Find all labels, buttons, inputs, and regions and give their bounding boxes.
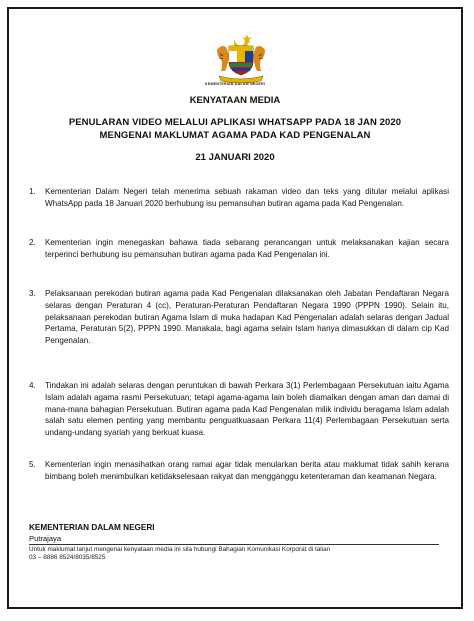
crest-caption: KEMENTERIAN DALAM NEGERI (205, 82, 265, 86)
statement-date: 21 JANUARI 2020 (195, 152, 275, 163)
media-statement-label: KENYATAAN MEDIA (189, 95, 281, 106)
footer-line-2: 03 – 8886 8524/8035/8525 (29, 554, 106, 561)
paragraph-number: 4. (29, 381, 36, 390)
paragraph-text: Kementerian ingin menasihatkan orang ramai agar tidak menularkan berita atau maklumat tidak sahih kerana bimbang boleh menimbulkan ketidakselesaan rakyat dan mengganggu ketenteraman dan keamanan Negara. (45, 460, 449, 481)
paragraph-3 (29, 288, 449, 347)
paragraph-text: Pelaksanaan perekodan butiran agama pada Kad Pengenalan dilaksanakan oleh Jabatan Pendaftaran Negara selaras dengan Peraturan 4 (cc), Peraturan-Peraturan Pendaftaran Negara 1990 (PPPN 1990). Selain itu, pelaksanaan perekodan butiran Agama Islam di muka hadapan Kad Pengenalan adalah selaras dengan Jadual Pertama, Peraturan 5(2), PPPN 1990. Manakala, bagi agama selain Islam hanya dimasukkan di dalam cip Kad Pengenalan. (45, 289, 449, 346)
footer-line-1: Untuk maklumat lanjut mengenai kenyataan media ini sila hubungi Bahagian Komunikasi Korporat di talian (29, 546, 331, 553)
paragraph-text: Kementerian ingin menegaskan bahawa tiada sebarang perancangan untuk melaksanakan kajian secara terperinci berhubung isu pemansuhan butiran agama pada Kad Pengenalan ini. (45, 238, 449, 259)
title-line-1: PENULARAN VIDEO MELALUI APLIKASI WHATSAPP PADA 18 JAN 2020 (68, 117, 402, 128)
signature-place: Putrajaya (29, 534, 62, 543)
paragraph-2 (29, 237, 449, 261)
press-release-page (7, 7, 463, 609)
footer-divider (29, 544, 439, 545)
paragraph-number: 3. (29, 289, 36, 298)
paragraph-number: 5. (29, 460, 36, 469)
paragraph-number: 1. (29, 187, 36, 196)
paragraph-number: 2. (29, 238, 36, 247)
paragraph-text: Tindakan ini adalah selaras dengan peruntukan di bawah Perkara 3(1) Perlembagaan Persekutuan iaitu Agama Islam adalah agama rasmi Persekutuan; tetapi agama-agama lain boleh diamalkan dengan aman dan damai di mana-mana bahagian Persekutuan. Butiran agama pada Kad Pengenalan milik individu beragama Islam adalah salah satu elemen penting yang membantu penguatkuasaan Perkara 11(4) Perlembagaan Persekutuan serta undang-undang syariah yang berkuat kuasa. (45, 381, 449, 438)
signature-organisation: KEMENTERIAN DALAM NEGERI (29, 523, 155, 532)
paragraph-1 (29, 186, 449, 210)
title-line-2: MENGENAI MAKLUMAT AGAMA PADA KAD PENGENALAN (99, 130, 371, 141)
malaysia-coat-of-arms-icon (211, 30, 271, 84)
contact-footer (29, 546, 449, 562)
paragraph-text: Kementerian Dalam Negeri telah menerima sebuah rakaman video dan teks yang ditular melalui aplikasi WhatsApp pada 18 Januari 2020 berhubung isu pemansuhan butiran agama pada Kad Pengenalan. (45, 187, 449, 208)
paragraph-4 (29, 380, 449, 439)
paragraph-5 (29, 459, 449, 483)
